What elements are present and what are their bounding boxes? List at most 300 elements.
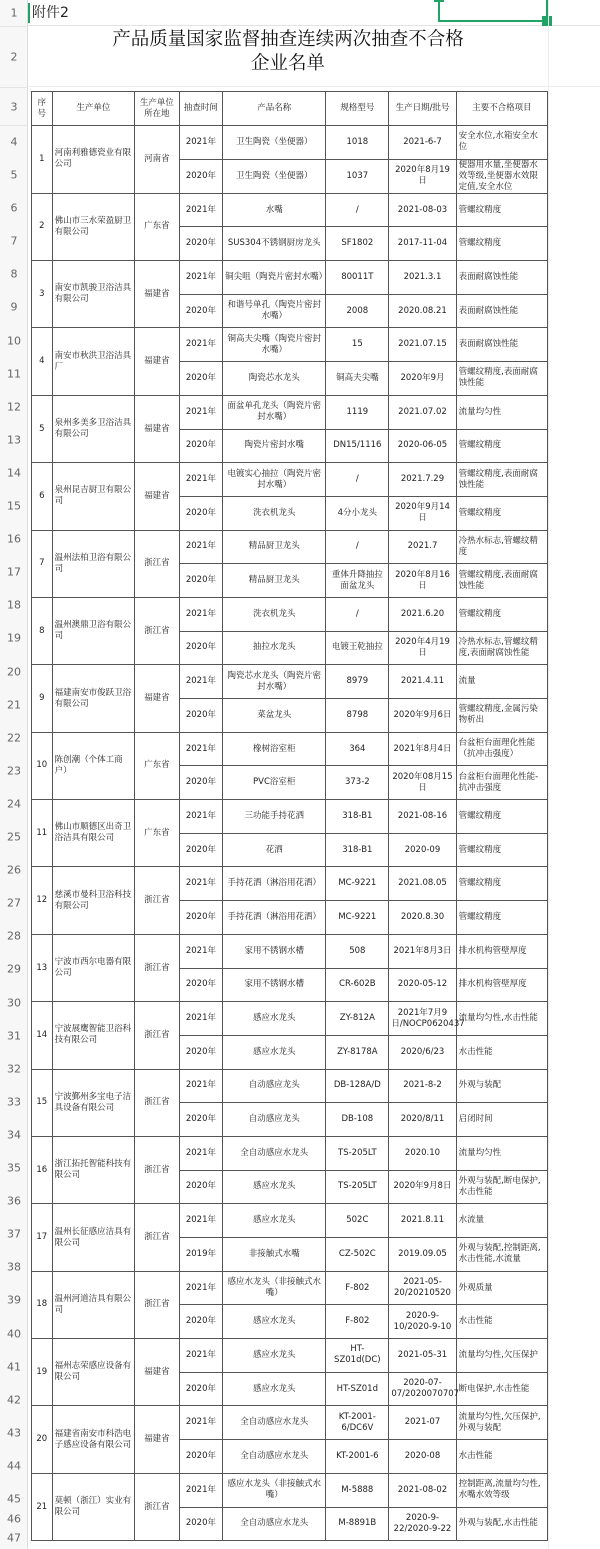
cell-failed-items: 水击性能 (456, 1440, 547, 1474)
table-row (32, 934, 548, 968)
row-number[interactable]: 34 (7, 1128, 21, 1142)
cell-year: 2021年 (179, 463, 222, 497)
table-row (32, 1069, 548, 1103)
cell-failed-items: 流量均匀性,水击性能 (456, 1002, 547, 1036)
page-title (28, 28, 548, 76)
row-number[interactable]: 16 (7, 532, 21, 546)
row-number[interactable]: 37 (7, 1227, 21, 1241)
cell-year: 2020年 (179, 362, 222, 396)
cell-failed-items: 管螺纹精度,表面耐腐蚀性能 (456, 362, 547, 396)
cell-unit: 陈创潮（个体工商户） (52, 732, 135, 799)
table-row (32, 1339, 548, 1373)
cell-product: 三功能手持花洒 (223, 800, 326, 834)
cell-model: 80011T (326, 261, 389, 295)
cell-year: 2020年 (179, 766, 222, 800)
cell-unit: 福建南安市俊跃卫浴有限公司 (52, 665, 135, 732)
cell-product: 和谐号单孔（陶瓷片密封水嘴） (223, 294, 326, 328)
cell-no: 7 (32, 530, 53, 597)
cell-product: 感应水龙头（非接触式水嘴） (223, 1271, 326, 1305)
cell-date: 2020年9月6日 (389, 699, 456, 733)
cell-product: 菜盆龙头 (223, 699, 326, 733)
cell-failed-items: 管螺纹精度,金属污染物析出 (456, 699, 547, 733)
cell-failed-items: 管螺纹精度 (456, 193, 547, 227)
row-number[interactable]: 14 (7, 466, 21, 480)
cell-year: 2020年 (179, 496, 222, 530)
cell-date: 2021年7月9日/NOCP0620437 (389, 1002, 456, 1036)
cell-date: 2020-06-05 (389, 429, 456, 463)
row-number[interactable]: 20 (7, 665, 21, 679)
cell-date: 2021.07.02 (389, 395, 456, 429)
row-number[interactable]: 42 (7, 1393, 21, 1407)
col-header-date: 生产日期/批号 (389, 92, 456, 126)
row-number[interactable]: 23 (7, 764, 21, 778)
table-row (32, 328, 548, 362)
cell-model: CZ-502C (326, 1238, 389, 1272)
cell-failed-items: 管螺纹精度 (456, 800, 547, 834)
cell-date: 2021.7 (389, 530, 456, 564)
row-number[interactable]: 19 (7, 631, 21, 645)
cell-location: 浙江省 (135, 1002, 180, 1069)
cell-unit: 宁波市西尔电器有限公司 (52, 934, 135, 1001)
cell-location: 浙江省 (135, 1136, 180, 1203)
cell-year: 2020年 (179, 699, 222, 733)
cell-date: 2020年8月16日 (389, 564, 456, 598)
cell-model: 318-B1 (326, 800, 389, 834)
cell-location: 浙江省 (135, 597, 180, 664)
cell-model: 508 (326, 934, 389, 968)
row-number[interactable]: 13 (7, 433, 21, 447)
cell-date: 2021.4.11 (389, 665, 456, 699)
cell-model: 15 (326, 328, 389, 362)
row-number[interactable]: 39 (7, 1293, 21, 1307)
cell-product: 水嘴 (223, 193, 326, 227)
cell-product: 自动感应龙头 (223, 1103, 326, 1137)
cell-failed-items: 外观与装配 (456, 1069, 547, 1103)
row-number[interactable]: 22 (7, 731, 21, 745)
cell-year: 2021年 (179, 1271, 222, 1305)
cell-year: 2020年 (179, 1103, 222, 1137)
cell-no: 11 (32, 800, 53, 867)
cell-year: 2020年 (179, 631, 222, 665)
cell-date: 2021.7.29 (389, 463, 456, 497)
cell-model: DB-128A/D (326, 1069, 389, 1103)
cell-date: 2021年8月3日 (389, 934, 456, 968)
row-number[interactable]: 40 (7, 1327, 21, 1340)
cell-failed-items: 冷热水标志,管螺纹精度,表面耐腐蚀性能 (456, 631, 547, 665)
cell-failed-items: 表面耐腐蚀性能 (456, 328, 547, 362)
cell-year: 2020年 (179, 1170, 222, 1204)
cell-model: / (326, 530, 389, 564)
row-number[interactable]: 7 (10, 234, 18, 248)
row-number[interactable]: 38 (7, 1260, 21, 1274)
cell-date: 2020年9月14日 (389, 496, 456, 530)
cell-unit: 浙江拓托智能科技有限公司 (52, 1136, 135, 1203)
title-line-2: 企业名单 (250, 53, 325, 74)
cell-date: 2020年9月 (389, 362, 456, 396)
row-divider (0, 125, 28, 126)
row-number[interactable]: 30 (7, 996, 21, 1010)
cell-model: 318-B1 (326, 833, 389, 867)
cell-no: 18 (32, 1271, 53, 1338)
cell-no: 10 (32, 732, 53, 799)
cell-model: 1018 (326, 126, 389, 160)
row-number[interactable]: 3 (10, 100, 18, 114)
row-number[interactable]: 33 (7, 1095, 21, 1109)
table-row (32, 867, 548, 901)
table-row (32, 1136, 548, 1170)
cell-model: 2008 (326, 294, 389, 328)
cell-location: 浙江省 (135, 1473, 180, 1540)
cell-product: 洗衣机龙头 (223, 597, 326, 631)
cell-no: 8 (32, 597, 53, 664)
cell-no: 14 (32, 1002, 53, 1069)
selection-handle[interactable] (434, 0, 444, 2)
cell-year: 2021年 (179, 1069, 222, 1103)
cell-no: 16 (32, 1136, 53, 1203)
cell-failed-items: 管螺纹精度 (456, 901, 547, 935)
cell-date: 2021-08-16 (389, 800, 456, 834)
cell-product: 手持花洒（淋浴用花洒） (223, 901, 326, 935)
cell-model: 373-2 (326, 766, 389, 800)
table-row (32, 395, 548, 429)
cell-failed-items: 外观与装配,控制距离,水击性能,水流量 (456, 1238, 547, 1272)
cell-year: 2021年 (179, 328, 222, 362)
cell-failed-items: 水击性能 (456, 1305, 547, 1339)
cell-unit: 佛山市三水荣盈厨卫有限公司 (52, 193, 135, 260)
cell-product: 感应水龙头 (223, 1339, 326, 1373)
row-number[interactable]: 24 (7, 797, 21, 811)
cell-failed-items: 表面耐腐蚀性能 (456, 294, 547, 328)
row-number[interactable]: 21 (7, 698, 21, 712)
cell-failed-items: 安全水位,水箱安全水位 (456, 126, 547, 160)
cell-failed-items: 外观与装配,水击性能 (456, 1507, 547, 1541)
cell-failed-items: 管螺纹精度 (456, 597, 547, 631)
row-divider (0, 26, 28, 27)
cell-no: 13 (32, 934, 53, 1001)
row-number[interactable]: 29 (7, 962, 21, 976)
row-number[interactable]: 18 (7, 598, 21, 612)
cell-no: 2 (32, 193, 53, 260)
cell-model: F-802 (326, 1271, 389, 1305)
cell-no: 20 (32, 1406, 53, 1473)
cell-unit: 温州河道洁具有限公司 (52, 1271, 135, 1338)
cell-year: 2020年 (179, 1305, 222, 1339)
cell-date: 2021-08-02 (389, 1473, 456, 1507)
row-number[interactable]: 1 (10, 6, 18, 20)
cell-product: 感应水龙头 (223, 1204, 326, 1238)
cell-date: 2020年8月19日 (389, 159, 456, 193)
cell-product: 手持花洒（淋浴用花洒） (223, 867, 326, 901)
cell-date: 2021-8-2 (389, 1069, 456, 1103)
table-header-row (32, 92, 548, 126)
cell-failed-items: 排水机构管壁厚度 (456, 968, 547, 1002)
cell-product: 精品厨卫龙头 (223, 530, 326, 564)
cell-model: 8979 (326, 665, 389, 699)
cell-product: 电镀实心抽拉（陶瓷片密封水嘴） (223, 463, 326, 497)
row-number[interactable]: 10 (7, 334, 21, 348)
table-row (32, 1002, 548, 1036)
cell-date: 2021.07.15 (389, 328, 456, 362)
row-number[interactable]: 8 (10, 267, 18, 281)
row-number[interactable]: 36 (7, 1194, 21, 1208)
grid-line (548, 0, 549, 1549)
cell-date: 2021.8.11 (389, 1204, 456, 1238)
cell-unit: 莫顿（浙江）实业有限公司 (52, 1473, 135, 1540)
cell-model: 502C (326, 1204, 389, 1238)
cell-failed-items: 外观质量 (456, 1271, 547, 1305)
cell-model: F-802 (326, 1305, 389, 1339)
cell-product: 全自动感应水龙头 (223, 1440, 326, 1474)
cell-model: 1119 (326, 395, 389, 429)
cell-no: 4 (32, 328, 53, 395)
title-line-1: 产品质量国家监督抽查连续两次抽查不合格 (112, 29, 464, 50)
cell-product: 全自动感应水龙头 (223, 1136, 326, 1170)
cell-year: 2020年 (179, 901, 222, 935)
grid-line (28, 86, 600, 87)
cell-location: 福建省 (135, 328, 180, 395)
cell-product: 陶瓷芯水龙头 (223, 362, 326, 396)
cell-model: / (326, 193, 389, 227)
cell-location: 福建省 (135, 395, 180, 462)
cell-date: 2020-05-12 (389, 968, 456, 1002)
cell-no: 21 (32, 1473, 53, 1540)
cell-product: 铜尖咀（陶瓷片密封水嘴） (223, 261, 326, 295)
row-number[interactable]: 17 (7, 565, 21, 579)
cell-failed-items: 流量 (456, 665, 547, 699)
cell-failed-items: 流量均匀性 (456, 395, 547, 429)
cell-failed-items: 控制距离,流量均匀性,水嘴水效等级 (456, 1473, 547, 1507)
cell-model: SF1802 (326, 227, 389, 261)
cell-date: 2020/6/23 (389, 1035, 456, 1069)
cell-date: 2021-08-03 (389, 193, 456, 227)
cell-date: 2021年8月4日 (389, 732, 456, 766)
row-number[interactable]: 5 (10, 168, 18, 182)
cell-date: 2021-6-7 (389, 126, 456, 160)
cell-model: 364 (326, 732, 389, 766)
cell-no: 5 (32, 395, 53, 462)
cell-date: 2020-08 (389, 1440, 456, 1474)
row-number[interactable]: 32 (7, 1062, 21, 1076)
cell-failed-items: 断电保护,水击性能 (456, 1372, 547, 1406)
cell-year: 2021年 (179, 530, 222, 564)
cell-date: 2020-9-22/2020-9-22 (389, 1507, 456, 1541)
row-number[interactable]: 15 (7, 499, 21, 513)
cell-year: 2020年 (179, 833, 222, 867)
cell-model: HT-SZ01d(DC) (326, 1339, 389, 1373)
cell-failed-items: 流量均匀性,欠压保护,外观与装配 (456, 1406, 547, 1440)
cell-failed-items: 水流量 (456, 1204, 547, 1238)
cell-unit: 宁波鄞州多宝电子洁具设备有限公司 (52, 1069, 135, 1136)
cell-year: 2021年 (179, 867, 222, 901)
cell-year: 2021年 (179, 193, 222, 227)
cell-failed-items: 管螺纹精度,表面耐腐蚀性能 (456, 564, 547, 598)
cell-no: 6 (32, 463, 53, 530)
cell-product: 感应水龙头 (223, 1170, 326, 1204)
row-number[interactable]: 47 (7, 1531, 21, 1545)
cell-product: 全自动感应水龙头 (223, 1406, 326, 1440)
cell-unit: 温州法柏卫浴有限公司 (52, 530, 135, 597)
cell-year: 2020年 (179, 1372, 222, 1406)
table-row (32, 261, 548, 295)
cell-product: 抽拉水龙头 (223, 631, 326, 665)
cell-date: 2020.08.21 (389, 294, 456, 328)
row-number[interactable]: 35 (7, 1161, 21, 1175)
row-number[interactable]: 11 (7, 367, 21, 381)
cell-date: 2019.09.05 (389, 1238, 456, 1272)
cell-failed-items: 水击性能 (456, 1035, 547, 1069)
cell-product: 洗衣机龙头 (223, 496, 326, 530)
row-number[interactable]: 9 (10, 300, 18, 314)
cell-model: 重体升降抽拉面盆龙头 (326, 564, 389, 598)
cell-failed-items: 管螺纹精度 (456, 496, 547, 530)
cell-product: 陶瓷片密封水嘴 (223, 429, 326, 463)
cell-model: 1037 (326, 159, 389, 193)
cell-product: 卫生陶瓷（坐便器） (223, 159, 326, 193)
row-number[interactable]: 31 (7, 1029, 21, 1043)
cell-unit: 泉州昆吉厨卫有限公司 (52, 463, 135, 530)
cell-year: 2021年 (179, 1473, 222, 1507)
cell-failed-items: 启闭时间 (456, 1103, 547, 1137)
cell-location: 福建省 (135, 1339, 180, 1406)
cell-location: 广东省 (135, 732, 180, 799)
cell-location: 浙江省 (135, 530, 180, 597)
cell-failed-items: 表面耐腐蚀性能 (456, 261, 547, 295)
cell-no: 3 (32, 261, 53, 328)
cell-product: 感应水龙头（非接触式水嘴） (223, 1473, 326, 1507)
row-number[interactable]: 4 (10, 135, 18, 149)
col-header-year: 抽查时间 (179, 92, 222, 126)
table-row (32, 463, 548, 497)
row-number[interactable]: 45 (7, 1492, 21, 1506)
cell-date: 2021-05-20/20210520 (389, 1271, 456, 1305)
row-number[interactable]: 27 (7, 896, 21, 910)
row-number[interactable]: 25 (7, 830, 21, 844)
cell-no: 12 (32, 867, 53, 934)
cell-year: 2020年 (179, 564, 222, 598)
cell-year: 2021年 (179, 597, 222, 631)
cell-unit: 佛山市顺德区出奇卫浴洁具有限公司 (52, 800, 135, 867)
cell-model: M-8891B (326, 1507, 389, 1541)
cell-unit: 慈溪市曼科卫浴科技有限公司 (52, 867, 135, 934)
cell-no: 19 (32, 1339, 53, 1406)
cell-unit: 南安市凯骏卫浴洁具有限公司 (52, 261, 135, 328)
cell-date: 2020/8/11 (389, 1103, 456, 1137)
cell-product: 感应水龙头 (223, 1372, 326, 1406)
cell-product: 家用不锈钢水槽 (223, 934, 326, 968)
cell-date: 2020年4月19日 (389, 631, 456, 665)
cell-model: 铜高夫尖嘴 (326, 362, 389, 396)
cell-model: / (326, 463, 389, 497)
cell-no: 17 (32, 1204, 53, 1271)
cell-date: 2020年08月15日 (389, 766, 456, 800)
cell-product: 感应水龙头 (223, 1035, 326, 1069)
row-number[interactable]: 28 (7, 929, 21, 943)
row-number[interactable]: 26 (7, 863, 21, 877)
spreadsheet-grid[interactable] (28, 0, 600, 1549)
selected-cell-range[interactable] (438, 0, 548, 22)
cell-product: 花洒 (223, 833, 326, 867)
cell-location: 福建省 (135, 463, 180, 530)
cell-date: 2020-9-10/2020-9-10 (389, 1305, 456, 1339)
cell-year: 2021年 (179, 934, 222, 968)
cell-location: 浙江省 (135, 1204, 180, 1271)
col-header-failed: 主要不合格项目 (456, 92, 547, 126)
cell-unit: 温州长征感应洁具有限公司 (52, 1204, 135, 1271)
cell-date: 2021.6.20 (389, 597, 456, 631)
cell-failed-items: 排水机构管壁厚度 (456, 934, 547, 968)
cell-product: 陶瓷芯水龙头（陶瓷片密封水嘴） (223, 665, 326, 699)
col-header-no: 序号 (32, 92, 53, 126)
cell-product: 自动感应龙头 (223, 1069, 326, 1103)
cell-date: 2020.10 (389, 1136, 456, 1170)
row-header-column (0, 0, 28, 1549)
cell-year: 2021年 (179, 261, 222, 295)
cell-year: 2021年 (179, 1136, 222, 1170)
cell-unit: 泉州多美多卫浴洁具有限公司 (52, 395, 135, 462)
cell-model: 8798 (326, 699, 389, 733)
cell-year: 2020年 (179, 159, 222, 193)
table-row (32, 732, 548, 766)
cell-year: 2020年 (179, 227, 222, 261)
cell-date: 2020-09 (389, 833, 456, 867)
row-number[interactable]: 12 (7, 400, 21, 414)
cell-model: KT-2001-6 (326, 1440, 389, 1474)
cell-unit: 温州澳鼎卫浴有限公司 (52, 597, 135, 664)
cell-model: CR-602B (326, 968, 389, 1002)
cell-failed-items: 台盆柜台面理化性能-抗冲击强度 (456, 766, 547, 800)
cell-year: 2021年 (179, 1002, 222, 1036)
cell-location: 福建省 (135, 1406, 180, 1473)
row-number[interactable]: 43 (7, 1426, 21, 1440)
cell-year: 2020年 (179, 429, 222, 463)
cell-year: 2020年 (179, 1035, 222, 1069)
row-number[interactable]: 41 (7, 1360, 21, 1374)
row-number[interactable]: 44 (7, 1459, 21, 1473)
cell-year: 2021年 (179, 1204, 222, 1238)
cell-cursor (28, 3, 30, 23)
cell-failed-items: 管螺纹精度 (456, 867, 547, 901)
cell-model: DB-108 (326, 1103, 389, 1137)
cell-location: 浙江省 (135, 934, 180, 1001)
cell-unit: 南安市秋洪卫浴洁具厂 (52, 328, 135, 395)
cell-year: 2020年 (179, 294, 222, 328)
cell-year: 2019年 (179, 1238, 222, 1272)
cell-product: 橡树浴室柜 (223, 732, 326, 766)
table-row (32, 530, 548, 564)
cell-failed-items: 外观与装配,断电保护,水击性能 (456, 1170, 547, 1204)
row-number[interactable]: 6 (10, 201, 18, 215)
cell-product: 卫生陶瓷（坐便器） (223, 126, 326, 160)
cell-model: ZY-812A (326, 1002, 389, 1036)
row-number[interactable]: 2 (10, 50, 18, 64)
table-row (32, 665, 548, 699)
fill-handle[interactable] (542, 16, 552, 26)
cell-failed-items: 流量均匀性 (456, 1136, 547, 1170)
row-divider (0, 87, 28, 88)
cell-product: 全自动感应水龙头 (223, 1507, 326, 1541)
cell-location: 河南省 (135, 126, 180, 194)
cell-unit: 河南利雅德瓷业有限公司 (52, 126, 135, 194)
row-number[interactable]: 46 (7, 1512, 21, 1526)
table-row (32, 126, 548, 160)
cell-location: 浙江省 (135, 1271, 180, 1338)
cell-date: 2021-05-31 (389, 1339, 456, 1373)
col-header-model: 规格型号 (326, 92, 389, 126)
table-row (32, 1204, 548, 1238)
cell-year: 2021年 (179, 665, 222, 699)
table-row (32, 1406, 548, 1440)
cell-failed-items: 冷热水标志,管螺纹精度 (456, 530, 547, 564)
